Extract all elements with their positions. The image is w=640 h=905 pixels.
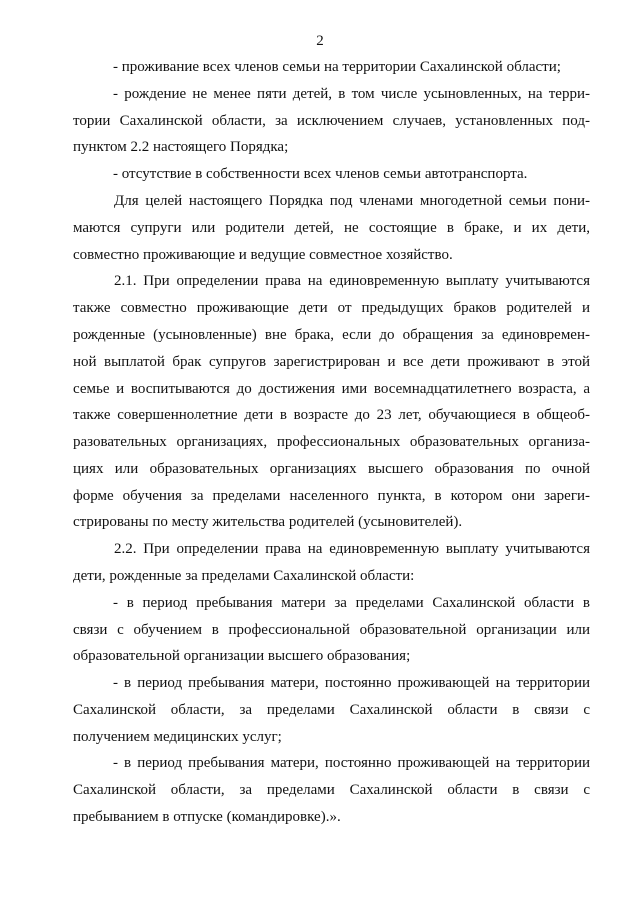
- text-line: - в период пребывания матери, постоянно проживающей на территории: [113, 755, 590, 771]
- text-line: рожденные (усыновленные) вне брака, если до обращения за единовремен-: [73, 327, 590, 343]
- text-line: совместно проживающие и ведущие совместное хозяйство.: [73, 247, 453, 263]
- text-line: - рождение не менее пяти детей, в том числе усыновленных, на терри-: [113, 86, 590, 102]
- text-line: Сахалинской области, за пределами Сахалинской области в связи с: [73, 702, 590, 718]
- text-line: тории Сахалинской области, за исключением случаев, установленных под-: [73, 113, 590, 129]
- text-line: разовательных организациях, профессиональных образовательных организа-: [73, 434, 590, 450]
- text-line: Для целей настоящего Порядка под членами многодетной семьи пони-: [114, 193, 590, 209]
- text-line: маются супруги или родители детей, не состоящие в браке, и их дети,: [73, 220, 590, 236]
- text-line: циях или образовательных организациях высшего образования по очной: [73, 461, 590, 477]
- page-number: 2: [316, 33, 324, 49]
- text-line: также совершеннолетние дети в возрасте до 23 лет, обучающиеся в общеоб-: [73, 407, 590, 423]
- text-line: пунктом 2.2 настоящего Порядка;: [73, 139, 289, 155]
- text-line: семье и воспитываются до достижения ими восемнадцатилетнего возраста, а: [73, 381, 590, 397]
- text-line: - в период пребывания матери за пределами Сахалинской области в: [113, 595, 590, 611]
- text-line: также совместно проживающие дети от предыдущих браков родителей и: [73, 300, 590, 316]
- text-line: дети, рожденные за пределами Сахалинской области:: [73, 568, 415, 584]
- text-line: Сахалинской области, за пределами Сахалинской области в связи с: [73, 782, 590, 798]
- text-line: образовательной организации высшего образования;: [73, 648, 411, 664]
- text-line: 2.2. При определении права на единовременную выплату учитываются: [114, 541, 590, 557]
- text-line: - в период пребывания матери, постоянно проживающей на территории: [113, 675, 590, 691]
- text-line: - проживание всех членов семьи на территории Сахалинской области;: [113, 59, 561, 75]
- text-line: пребыванием в отпуске (командировке).».: [73, 809, 341, 825]
- text-line: связи с обучением в профессиональной образовательной организации или: [73, 622, 590, 638]
- text-line: - отсутствие в собственности всех членов семьи автотранспорта.: [113, 166, 528, 182]
- text-line: ной выплатой брак супругов зарегистрирован и все дети проживают в этой: [73, 354, 590, 370]
- text-line: получением медицинских услуг;: [73, 729, 282, 745]
- text-line: стрированы по месту жительства родителей (усыновителей).: [73, 514, 463, 530]
- text-line: форме обучения за пределами населенного пункта, в котором они зареги-: [73, 488, 590, 504]
- text-line: 2.1. При определении права на единовременную выплату учитываются: [114, 273, 590, 289]
